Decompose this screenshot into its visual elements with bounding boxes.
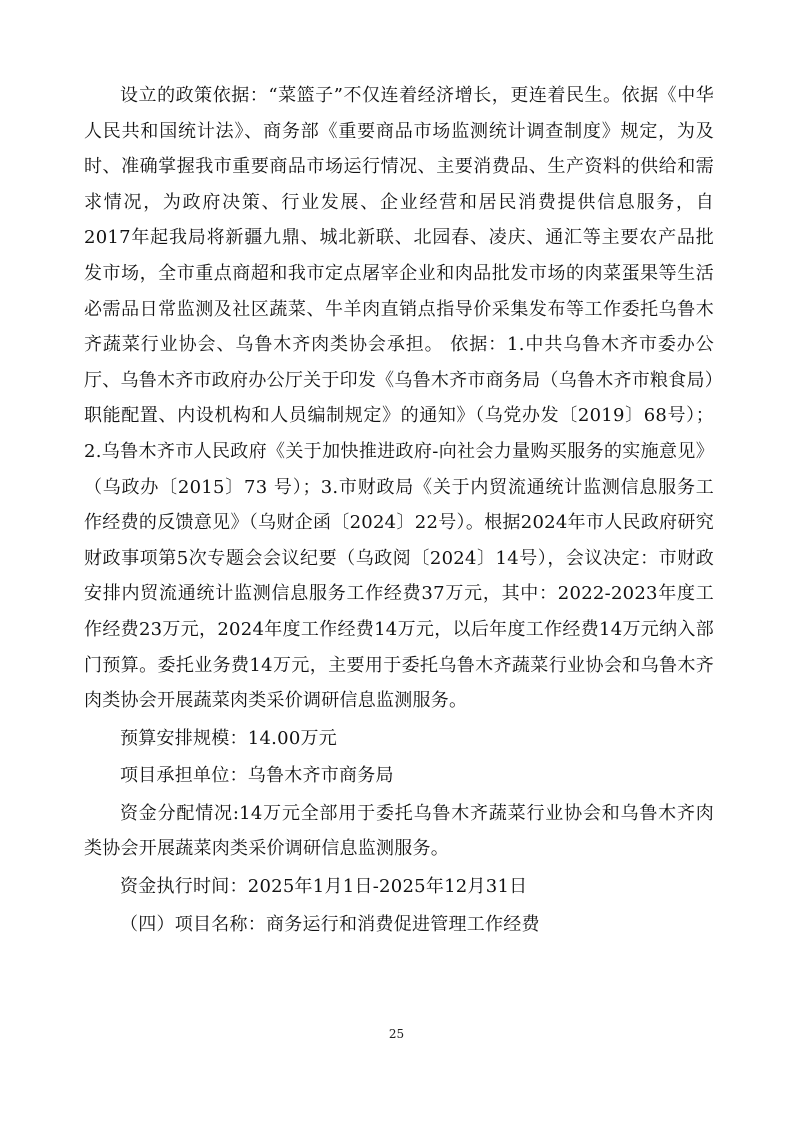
- page-number: 25: [388, 1027, 405, 1041]
- section-heading: （四）项目名称：商务运行和消费促进管理工作经费: [120, 913, 540, 935]
- policy-basis-paragraph: 设立的政策依据：“菜篮子”不仅连着经济增长，更连着民生。依据《中华人民共和国统计法》、商务部《重要商品市场监测统计调查制度》规定，为及时、准确掌握我市重要商品市场运行情况、主要消费品、生产资料的供给和需求情况，为政府决策、行业发展、企业经营和居民消费提供信息服务，自2017年起我局将新疆九鼎、城北新联、北园春、凌庆、通汇等主要农产品批发市场，全市重点商超和我市定点屠宰企业和肉品批发市场的肉菜蛋果等生活必需品日常监测及社区蔬菜、牛羊肉直销点指导价采集发布等工作委托乌鲁木齐蔬菜行业协会、乌鲁木齐肉类协会承担。 依据：1.中共乌鲁木齐市委办公厅、乌鲁木齐市政府办公厅关于印发《乌鲁木齐市商务局（乌鲁木齐市粮食局）职能配置、内设机构和人员编制规定》的通知》（乌党办发〔2019〕68号）；2.乌鲁木齐市人民政府《关于加快推进政府-向社会力量购买服务的实施意见》（乌政办〔2015〕73 号）；3.市财政局《关于内贸流通统计监测信息服务工作经费的反馈意见》（乌财企函〔2024〕22号）。根据2024年市人民政府研究财政事项第5次专题会会议纪要（乌政阅〔2024〕14号），会议决定：市财政安排内贸流通统计监测信息服务工作经费37万元，其中：2022-2023年度工作经费23万元，2024年度工作经费14万元，以后年度工作经费14万元纳入部门预算。委托业务费14万元，主要用于委托乌鲁木齐蔬菜行业协会和乌鲁木齐肉类协会开展蔬菜肉类采价调研信息监测服务。: [84, 85, 714, 712]
- fund-allocation-paragraph: 资金分配情况:14万元全部用于委托乌鲁木齐蔬菜行业协会和乌鲁木齐肉类协会开展蔬菜肉类采价调研信息监测服务。: [84, 802, 714, 860]
- budget-scale-line: 预算安排规模：14.00万元: [120, 727, 338, 749]
- responsible-unit-line: 项目承担单位：乌鲁木齐市商务局: [120, 765, 394, 787]
- execution-period-line: 资金执行时间：2025年1月1日-2025年12月31日: [120, 876, 528, 898]
- document-body: [84, 78, 714, 942]
